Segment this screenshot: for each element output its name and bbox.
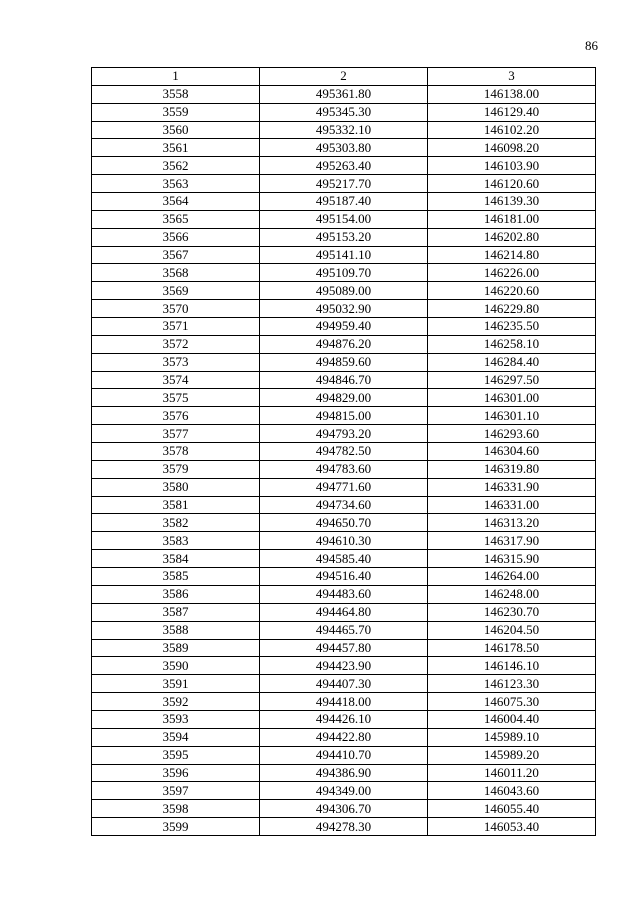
table-row xyxy=(92,764,596,782)
y-coordinate-cell: 146248.00 xyxy=(428,585,596,603)
table-header-row xyxy=(92,68,596,86)
point-number-cell: 3588 xyxy=(92,621,260,639)
coordinates-table xyxy=(91,67,596,836)
table-row xyxy=(92,175,596,193)
table-row xyxy=(92,818,596,836)
table-row xyxy=(92,282,596,300)
point-number-cell: 3586 xyxy=(92,585,260,603)
x-coordinate-cell: 495141.10 xyxy=(260,246,428,264)
y-coordinate-cell: 146220.60 xyxy=(428,282,596,300)
y-coordinate-cell: 146102.20 xyxy=(428,121,596,139)
table-row xyxy=(92,425,596,443)
x-coordinate-cell: 494793.20 xyxy=(260,425,428,443)
table-row xyxy=(92,532,596,550)
point-number-cell: 3592 xyxy=(92,693,260,711)
table-row xyxy=(92,103,596,121)
point-number-cell: 3578 xyxy=(92,443,260,461)
point-number-cell: 3595 xyxy=(92,746,260,764)
y-coordinate-cell: 146319.80 xyxy=(428,460,596,478)
x-coordinate-cell: 495332.10 xyxy=(260,121,428,139)
table-row xyxy=(92,621,596,639)
point-number-cell: 3577 xyxy=(92,425,260,443)
y-coordinate-cell: 146230.70 xyxy=(428,603,596,621)
table-row xyxy=(92,514,596,532)
table-row xyxy=(92,228,596,246)
y-coordinate-cell: 146011.20 xyxy=(428,764,596,782)
point-number-cell: 3591 xyxy=(92,675,260,693)
point-number-cell: 3597 xyxy=(92,782,260,800)
y-coordinate-cell: 145989.10 xyxy=(428,728,596,746)
x-coordinate-cell: 495361.80 xyxy=(260,85,428,103)
point-number-cell: 3585 xyxy=(92,568,260,586)
point-number-cell: 3572 xyxy=(92,335,260,353)
y-coordinate-cell: 146315.90 xyxy=(428,550,596,568)
x-coordinate-cell: 494407.30 xyxy=(260,675,428,693)
x-coordinate-cell: 494464.80 xyxy=(260,603,428,621)
point-number-cell: 3562 xyxy=(92,157,260,175)
y-coordinate-cell: 146235.50 xyxy=(428,318,596,336)
table-body xyxy=(92,85,596,835)
point-number-cell: 3574 xyxy=(92,371,260,389)
table-row xyxy=(92,193,596,211)
y-coordinate-cell: 146043.60 xyxy=(428,782,596,800)
y-coordinate-cell: 146120.60 xyxy=(428,175,596,193)
x-coordinate-cell: 495187.40 xyxy=(260,193,428,211)
table-row xyxy=(92,407,596,425)
x-coordinate-cell: 495263.40 xyxy=(260,157,428,175)
table-row xyxy=(92,639,596,657)
point-number-cell: 3576 xyxy=(92,407,260,425)
x-coordinate-cell: 495154.00 xyxy=(260,210,428,228)
x-coordinate-cell: 495153.20 xyxy=(260,228,428,246)
x-coordinate-cell: 494876.20 xyxy=(260,335,428,353)
point-number-cell: 3561 xyxy=(92,139,260,157)
table-row xyxy=(92,746,596,764)
x-coordinate-cell: 494815.00 xyxy=(260,407,428,425)
table-row xyxy=(92,728,596,746)
table-row xyxy=(92,157,596,175)
x-coordinate-cell: 494516.40 xyxy=(260,568,428,586)
table-row xyxy=(92,389,596,407)
point-number-cell: 3599 xyxy=(92,818,260,836)
x-coordinate-cell: 494426.10 xyxy=(260,710,428,728)
table-row xyxy=(92,800,596,818)
table-row xyxy=(92,550,596,568)
y-coordinate-cell: 146258.10 xyxy=(428,335,596,353)
point-number-cell: 3570 xyxy=(92,300,260,318)
table-row xyxy=(92,121,596,139)
point-number-cell: 3564 xyxy=(92,193,260,211)
point-number-cell: 3593 xyxy=(92,710,260,728)
point-number-cell: 3598 xyxy=(92,800,260,818)
x-coordinate-cell: 494859.60 xyxy=(260,353,428,371)
table-row xyxy=(92,478,596,496)
x-coordinate-cell: 494783.60 xyxy=(260,460,428,478)
y-coordinate-cell: 146264.00 xyxy=(428,568,596,586)
y-coordinate-cell: 146129.40 xyxy=(428,103,596,121)
table-row xyxy=(92,139,596,157)
table-row xyxy=(92,85,596,103)
y-coordinate-cell: 146297.50 xyxy=(428,371,596,389)
table-row xyxy=(92,585,596,603)
point-number-cell: 3559 xyxy=(92,103,260,121)
y-coordinate-cell: 146301.00 xyxy=(428,389,596,407)
point-number-cell: 3558 xyxy=(92,85,260,103)
y-coordinate-cell: 146226.00 xyxy=(428,264,596,282)
point-number-cell: 3565 xyxy=(92,210,260,228)
point-number-cell: 3589 xyxy=(92,639,260,657)
x-coordinate-cell: 494734.60 xyxy=(260,496,428,514)
x-coordinate-cell: 495217.70 xyxy=(260,175,428,193)
table-row xyxy=(92,335,596,353)
y-coordinate-cell: 146004.40 xyxy=(428,710,596,728)
x-coordinate-cell: 494829.00 xyxy=(260,389,428,407)
table-row xyxy=(92,568,596,586)
y-coordinate-cell: 146053.40 xyxy=(428,818,596,836)
point-number-cell: 3567 xyxy=(92,246,260,264)
y-coordinate-cell: 146313.20 xyxy=(428,514,596,532)
y-coordinate-cell: 146301.10 xyxy=(428,407,596,425)
point-number-cell: 3563 xyxy=(92,175,260,193)
y-coordinate-cell: 146202.80 xyxy=(428,228,596,246)
y-coordinate-cell: 146138.00 xyxy=(428,85,596,103)
table-row xyxy=(92,710,596,728)
column-header-2: 2 xyxy=(260,68,428,86)
x-coordinate-cell: 494585.40 xyxy=(260,550,428,568)
x-coordinate-cell: 494846.70 xyxy=(260,371,428,389)
y-coordinate-cell: 146331.90 xyxy=(428,478,596,496)
point-number-cell: 3590 xyxy=(92,657,260,675)
x-coordinate-cell: 495303.80 xyxy=(260,139,428,157)
point-number-cell: 3587 xyxy=(92,603,260,621)
table-row xyxy=(92,210,596,228)
point-number-cell: 3596 xyxy=(92,764,260,782)
y-coordinate-cell: 146331.00 xyxy=(428,496,596,514)
point-number-cell: 3580 xyxy=(92,478,260,496)
page-number: 86 xyxy=(585,38,598,53)
column-header-1: 1 xyxy=(92,68,260,86)
y-coordinate-cell: 146181.00 xyxy=(428,210,596,228)
x-coordinate-cell: 494771.60 xyxy=(260,478,428,496)
point-number-cell: 3569 xyxy=(92,282,260,300)
x-coordinate-cell: 494959.40 xyxy=(260,318,428,336)
table-row xyxy=(92,460,596,478)
point-number-cell: 3581 xyxy=(92,496,260,514)
point-number-cell: 3579 xyxy=(92,460,260,478)
point-number-cell: 3573 xyxy=(92,353,260,371)
y-coordinate-cell: 146103.90 xyxy=(428,157,596,175)
table-row xyxy=(92,264,596,282)
y-coordinate-cell: 146139.30 xyxy=(428,193,596,211)
y-coordinate-cell: 146293.60 xyxy=(428,425,596,443)
y-coordinate-cell: 146055.40 xyxy=(428,800,596,818)
x-coordinate-cell: 494423.90 xyxy=(260,657,428,675)
x-coordinate-cell: 494278.30 xyxy=(260,818,428,836)
x-coordinate-cell: 494782.50 xyxy=(260,443,428,461)
x-coordinate-cell: 494386.90 xyxy=(260,764,428,782)
x-coordinate-cell: 494418.00 xyxy=(260,693,428,711)
x-coordinate-cell: 495109.70 xyxy=(260,264,428,282)
y-coordinate-cell: 146284.40 xyxy=(428,353,596,371)
table-row xyxy=(92,246,596,264)
x-coordinate-cell: 494465.70 xyxy=(260,621,428,639)
y-coordinate-cell: 146304.60 xyxy=(428,443,596,461)
y-coordinate-cell: 146123.30 xyxy=(428,675,596,693)
x-coordinate-cell: 494610.30 xyxy=(260,532,428,550)
y-coordinate-cell: 145989.20 xyxy=(428,746,596,764)
x-coordinate-cell: 495345.30 xyxy=(260,103,428,121)
point-number-cell: 3568 xyxy=(92,264,260,282)
x-coordinate-cell: 494306.70 xyxy=(260,800,428,818)
x-coordinate-cell: 494410.70 xyxy=(260,746,428,764)
y-coordinate-cell: 146204.50 xyxy=(428,621,596,639)
x-coordinate-cell: 495032.90 xyxy=(260,300,428,318)
point-number-cell: 3571 xyxy=(92,318,260,336)
column-header-3: 3 xyxy=(428,68,596,86)
x-coordinate-cell: 494457.80 xyxy=(260,639,428,657)
table-row xyxy=(92,603,596,621)
table-row xyxy=(92,657,596,675)
table-row xyxy=(92,782,596,800)
point-number-cell: 3566 xyxy=(92,228,260,246)
x-coordinate-cell: 494483.60 xyxy=(260,585,428,603)
x-coordinate-cell: 494650.70 xyxy=(260,514,428,532)
y-coordinate-cell: 146178.50 xyxy=(428,639,596,657)
table-row xyxy=(92,496,596,514)
x-coordinate-cell: 495089.00 xyxy=(260,282,428,300)
table-row xyxy=(92,443,596,461)
point-number-cell: 3560 xyxy=(92,121,260,139)
point-number-cell: 3584 xyxy=(92,550,260,568)
point-number-cell: 3575 xyxy=(92,389,260,407)
table-row xyxy=(92,371,596,389)
x-coordinate-cell: 494349.00 xyxy=(260,782,428,800)
table-row xyxy=(92,300,596,318)
table-row xyxy=(92,318,596,336)
y-coordinate-cell: 146098.20 xyxy=(428,139,596,157)
point-number-cell: 3582 xyxy=(92,514,260,532)
x-coordinate-cell: 494422.80 xyxy=(260,728,428,746)
y-coordinate-cell: 146317.90 xyxy=(428,532,596,550)
y-coordinate-cell: 146214.80 xyxy=(428,246,596,264)
y-coordinate-cell: 146075.30 xyxy=(428,693,596,711)
point-number-cell: 3583 xyxy=(92,532,260,550)
table-row xyxy=(92,675,596,693)
table-row xyxy=(92,353,596,371)
y-coordinate-cell: 146146.10 xyxy=(428,657,596,675)
point-number-cell: 3594 xyxy=(92,728,260,746)
y-coordinate-cell: 146229.80 xyxy=(428,300,596,318)
table-row xyxy=(92,693,596,711)
